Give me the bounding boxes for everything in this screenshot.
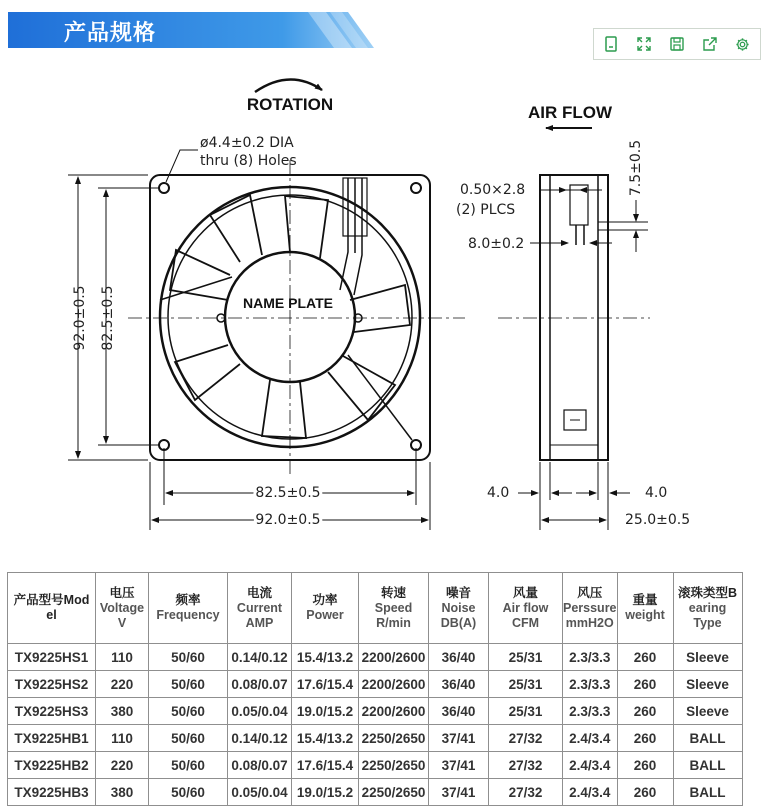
hole-spec-line1: ø4.4±0.2 DIA [200, 135, 294, 151]
table-cell: 0.05/0.04 [228, 698, 292, 725]
hole-spec-line2: thru (8) Holes [200, 153, 297, 169]
table-cell: 0.14/0.12 [228, 725, 292, 752]
table-cell: 50/60 [149, 779, 228, 806]
table-cell: 50/60 [149, 752, 228, 779]
expand-icon[interactable] [627, 29, 660, 59]
table-cell: 260 [617, 725, 673, 752]
table-cell: 2.3/3.3 [563, 698, 618, 725]
dim-flange-left: 4.0 [487, 485, 510, 501]
col-header-power: 功率 Power [292, 573, 359, 644]
table-cell: 2200/2600 [359, 644, 429, 671]
table-cell: 36/40 [429, 698, 489, 725]
table-cell: 27/32 [489, 779, 563, 806]
table-row [8, 698, 743, 725]
col-header-model: 产品型号Mod el [8, 573, 96, 644]
table-cell: 50/60 [149, 671, 228, 698]
fan-technical-drawing [0, 60, 772, 540]
table-cell: 0.05/0.04 [228, 779, 292, 806]
dim-top: 7.5±0.5 [628, 139, 644, 197]
table-cell: 27/32 [489, 725, 563, 752]
table-cell: 380 [96, 698, 149, 725]
table-row [8, 671, 743, 698]
table-cell: 25/31 [489, 671, 563, 698]
dim-depth: 25.0±0.5 [625, 512, 691, 528]
table-cell: 110 [96, 725, 149, 752]
col-header-weight: 重量 weight [617, 573, 673, 644]
dim-height-outer: 92.0±0.5 [72, 285, 88, 351]
side-dimensions [518, 190, 648, 530]
col-header-speed: 转速 Speed R/min [359, 573, 429, 644]
dim-flange-right: 4.0 [645, 485, 668, 501]
table-cell: 2.3/3.3 [563, 644, 618, 671]
table-cell: 2200/2600 [359, 698, 429, 725]
table-cell: 19.0/15.2 [292, 698, 359, 725]
table-cell: 0.14/0.12 [228, 644, 292, 671]
table-row [8, 725, 743, 752]
table-cell: 15.4/13.2 [292, 725, 359, 752]
table-cell: 50/60 [149, 644, 228, 671]
table-cell: 2250/2650 [359, 752, 429, 779]
table-cell: 380 [96, 779, 149, 806]
table-cell: TX9225HB1 [8, 725, 96, 752]
col-header-current: 电流 Current AMP [228, 573, 292, 644]
fan-side-view [540, 175, 608, 460]
table-cell: 260 [617, 779, 673, 806]
table-cell: 27/32 [489, 752, 563, 779]
table-cell: 0.08/0.07 [228, 671, 292, 698]
dim-width-outer: 92.0±0.5 [255, 512, 321, 528]
col-header-pressure: 风压 Perssure mmH2O [563, 573, 618, 644]
table-header-row [8, 573, 743, 644]
table-cell: TX9225HS3 [8, 698, 96, 725]
toolbar [593, 28, 761, 60]
table-cell: 19.0/15.2 [292, 779, 359, 806]
col-header-voltage: 电压 Voltage V [96, 573, 149, 644]
table-cell: 220 [96, 671, 149, 698]
table-cell: 110 [96, 644, 149, 671]
table-cell: 25/31 [489, 698, 563, 725]
section-header [8, 12, 380, 48]
page-title: 产品规格 [64, 21, 157, 46]
col-header-airflow: 风量 Air flow CFM [489, 573, 563, 644]
table-body [8, 644, 743, 806]
table-cell: Sleeve [673, 698, 742, 725]
table-cell: 2.4/3.4 [563, 779, 618, 806]
table-cell: 260 [617, 698, 673, 725]
doc-icon[interactable] [594, 29, 627, 59]
table-cell: 25/31 [489, 644, 563, 671]
center-lines [128, 160, 650, 475]
rotation-label: ROTATION [246, 95, 334, 114]
table-cell: 36/40 [429, 671, 489, 698]
table-cell: 50/60 [149, 698, 228, 725]
table-cell: 37/41 [429, 752, 489, 779]
table-row [8, 644, 743, 671]
dim-width-inner: 82.5±0.5 [255, 485, 321, 501]
table-cell: 17.6/15.4 [292, 752, 359, 779]
table-cell: 17.6/15.4 [292, 671, 359, 698]
rotation-arrow [255, 79, 322, 92]
table-cell: BALL [673, 752, 742, 779]
table-cell: BALL [673, 725, 742, 752]
table-cell: 260 [617, 671, 673, 698]
table-cell: Sleeve [673, 644, 742, 671]
settings-icon[interactable] [726, 29, 759, 59]
table-cell: 2.4/3.4 [563, 752, 618, 779]
table-row [8, 752, 743, 779]
table-row [8, 779, 743, 806]
airflow-label: AIR FLOW [527, 103, 613, 122]
col-header-frequency: 频率 Frequency [149, 573, 228, 644]
table-cell: TX9225HS2 [8, 671, 96, 698]
col-header-noise: 噪音 Noise DB(A) [429, 573, 489, 644]
name-plate-label: NAME PLATE [243, 295, 333, 311]
table-cell: 37/41 [429, 725, 489, 752]
spec-table [7, 572, 743, 806]
table-cell: 260 [617, 644, 673, 671]
table-cell: 36/40 [429, 644, 489, 671]
table-cell: BALL [673, 779, 742, 806]
table-cell: 2200/2600 [359, 671, 429, 698]
table-cell: 2.3/3.3 [563, 671, 618, 698]
dim-terminal: 0.50×2.8 [460, 182, 526, 198]
table-cell: 2250/2650 [359, 779, 429, 806]
table-cell: 0.08/0.07 [228, 752, 292, 779]
dim-terminal-count: (2) PLCS [456, 202, 516, 218]
col-header-bearing: 滚珠类型B earing Type [673, 573, 742, 644]
dim-height-inner: 82.5±0.5 [100, 285, 116, 351]
table-cell: 15.4/13.2 [292, 644, 359, 671]
table-cell: 2.4/3.4 [563, 725, 618, 752]
table-cell: 37/41 [429, 779, 489, 806]
table-cell: 260 [617, 752, 673, 779]
hole-leader-line [166, 150, 198, 182]
table-cell: 50/60 [149, 725, 228, 752]
table-cell: TX9225HS1 [8, 644, 96, 671]
dim-terminal-offset: 8.0±0.2 [468, 236, 525, 252]
save-icon[interactable] [660, 29, 693, 59]
table-cell: 220 [96, 752, 149, 779]
table-cell: 2250/2650 [359, 725, 429, 752]
table-cell: TX9225HB3 [8, 779, 96, 806]
share-icon[interactable] [693, 29, 726, 59]
table-cell: Sleeve [673, 671, 742, 698]
table-cell: TX9225HB2 [8, 752, 96, 779]
